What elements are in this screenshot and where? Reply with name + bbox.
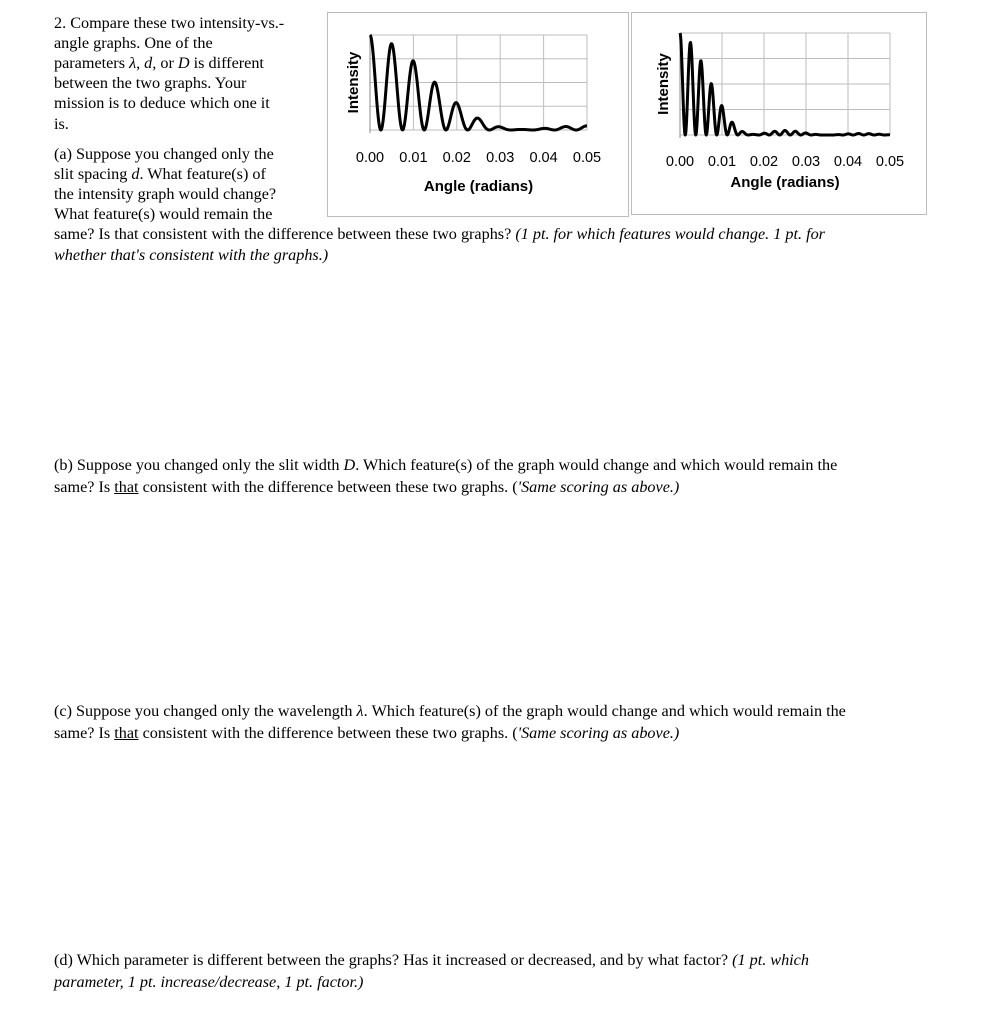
question-line bbox=[54, 13, 284, 33]
graph-2 bbox=[631, 12, 927, 215]
x-axis-title: Angle (radians) bbox=[730, 174, 840, 191]
italic-text: 'Same scoring as above.) bbox=[517, 724, 680, 742]
x-tick-label: 0.00 bbox=[665, 154, 695, 170]
question-line bbox=[54, 224, 825, 244]
italic-text: parameter, 1 pt. increase/decrease, 1 pt. factor.) bbox=[54, 973, 364, 991]
x-tick-label: 0.00 bbox=[355, 150, 385, 166]
question-line bbox=[54, 93, 270, 113]
x-tick-label: 0.04 bbox=[833, 154, 863, 170]
x-tick-label: 0.03 bbox=[791, 154, 821, 170]
x-tick-label: 0.03 bbox=[486, 150, 515, 166]
question-line bbox=[54, 164, 266, 184]
text-segment: . Which feature(s) of the graph would change and which would remain the bbox=[355, 456, 838, 474]
italic-text: D bbox=[343, 456, 356, 474]
text-segment: that bbox=[114, 724, 139, 742]
text-segment: that bbox=[114, 478, 139, 496]
italic-text: d, bbox=[144, 54, 157, 72]
text-segment: . Which feature(s) of the graph would change and which would remain the bbox=[363, 702, 846, 720]
text-segment: same? Is bbox=[54, 478, 115, 496]
text-segment: What feature(s) would remain the bbox=[54, 205, 273, 223]
graph-1-svg bbox=[328, 13, 628, 216]
text-segment: (d) Which parameter is different between the graphs? Has it increased or decreased, and by what factor? bbox=[54, 951, 733, 969]
question-line bbox=[54, 204, 272, 224]
question-line bbox=[54, 114, 69, 134]
question-line bbox=[54, 723, 679, 743]
graph-1 bbox=[327, 12, 629, 217]
text-segment: angle graphs. One of the bbox=[54, 34, 213, 52]
text-segment: parameters bbox=[54, 54, 130, 72]
question-line bbox=[54, 33, 213, 53]
x-tick-label: 0.05 bbox=[572, 150, 602, 166]
text-segment: is. bbox=[54, 115, 69, 133]
x-tick-label: 0.01 bbox=[399, 150, 428, 166]
x-tick-label: 0.05 bbox=[875, 154, 905, 170]
x-tick-label: 0.04 bbox=[529, 150, 558, 166]
italic-text: λ bbox=[356, 702, 364, 720]
text-segment: between the two graphs. Your bbox=[54, 74, 247, 92]
italic-text: D bbox=[177, 54, 190, 72]
text-segment: consistent with the difference between these two graphs. ( bbox=[138, 724, 518, 742]
text-segment: (b) Suppose you changed only the slit width bbox=[54, 456, 344, 474]
question-line bbox=[54, 184, 276, 204]
italic-text: (1 pt. for which features would change. 1 pt. for bbox=[515, 225, 825, 243]
question-line bbox=[54, 477, 679, 497]
italic-text: d bbox=[131, 165, 140, 183]
italic-text: whether that's consistent with the graphs.) bbox=[54, 246, 329, 264]
text-segment: (a) Suppose you changed only the bbox=[54, 145, 274, 163]
italic-text: λ bbox=[129, 54, 137, 72]
question-line bbox=[54, 455, 837, 475]
text-segment: slit spacing bbox=[54, 165, 132, 183]
italic-text: 'Same scoring as above.) bbox=[517, 478, 680, 496]
question-line bbox=[54, 701, 846, 721]
italic-text: (1 pt. which bbox=[732, 951, 809, 969]
text-segment: mission is to deduce which one it bbox=[54, 94, 270, 112]
text-segment: the intensity graph would change? bbox=[54, 185, 277, 203]
y-axis-title: Intensity bbox=[345, 51, 362, 114]
text-segment: consistent with the difference between these two graphs. ( bbox=[138, 478, 518, 496]
x-tick-label: 0.02 bbox=[749, 154, 779, 170]
x-tick-label: 0.01 bbox=[707, 154, 737, 170]
question-line bbox=[54, 53, 264, 73]
text-segment: or bbox=[156, 54, 178, 72]
text-segment: 2. Compare these two intensity-vs.- bbox=[54, 14, 285, 32]
text-segment: , bbox=[136, 54, 145, 72]
text-segment: same? Is that consistent with the difference between these two graphs? bbox=[54, 225, 516, 243]
text-segment: . What feature(s) of bbox=[139, 165, 266, 183]
question-line bbox=[54, 144, 274, 164]
graph-2-svg bbox=[632, 13, 926, 214]
question-line bbox=[54, 950, 809, 970]
x-tick-label: 0.02 bbox=[442, 150, 471, 166]
text-segment: same? Is bbox=[54, 724, 115, 742]
text-segment: is different bbox=[189, 54, 264, 72]
x-axis-title: Angle (radians) bbox=[423, 178, 534, 195]
question-line bbox=[54, 972, 363, 992]
y-axis-title: Intensity bbox=[655, 53, 672, 115]
question-line bbox=[54, 73, 246, 93]
question-line bbox=[54, 245, 328, 265]
text-segment: (c) Suppose you changed only the wavelength bbox=[54, 702, 357, 720]
